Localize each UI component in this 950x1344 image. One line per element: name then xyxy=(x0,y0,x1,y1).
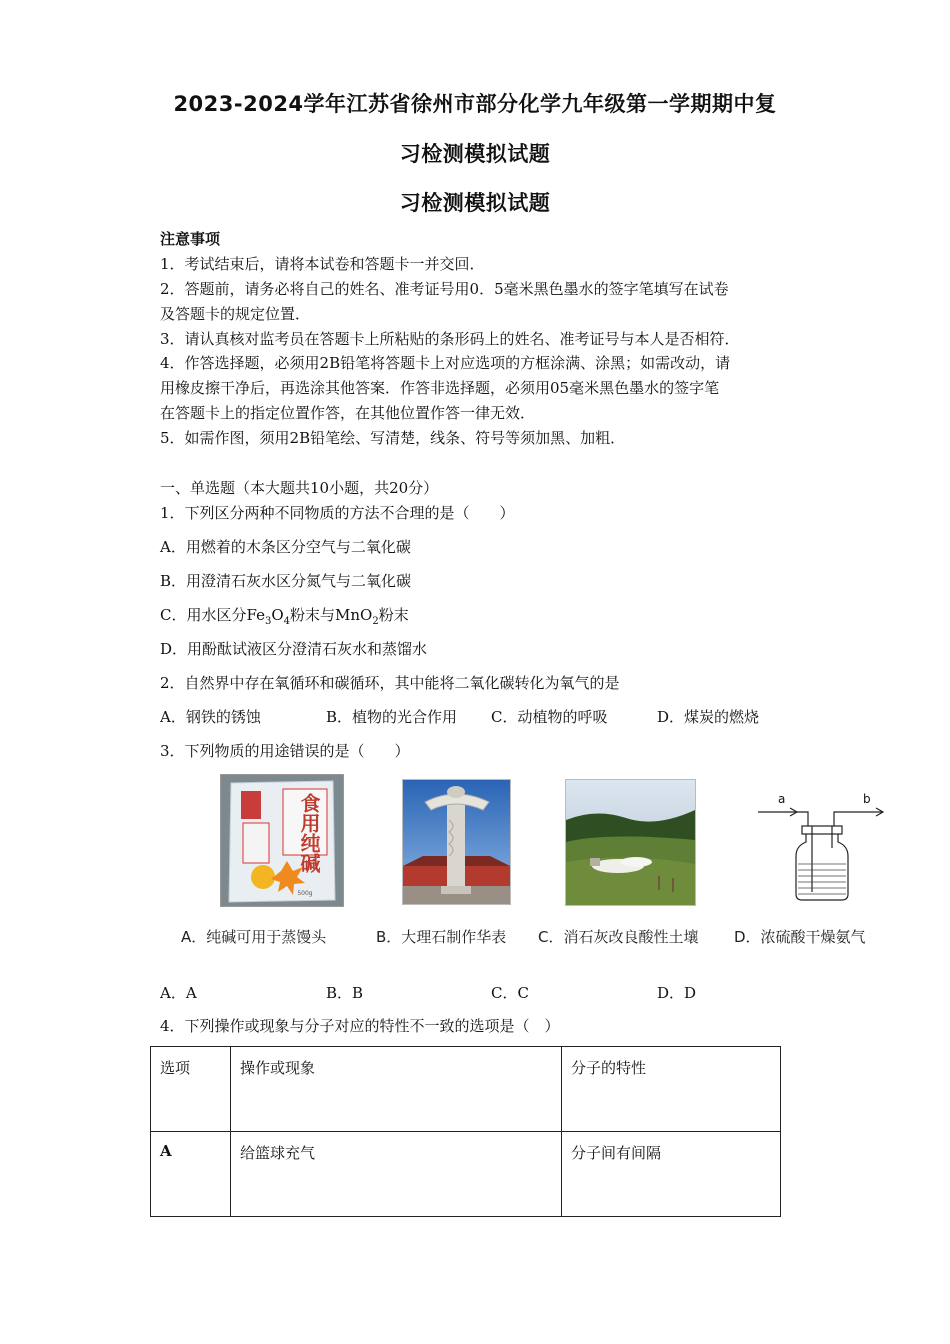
notice-line: 及答题卡的规定位置． xyxy=(160,305,311,323)
q3-option-d: D．D xyxy=(657,984,697,1002)
table-row xyxy=(151,1132,781,1217)
q2-option-a: A．钢铁的锈蚀 xyxy=(160,708,261,726)
q3-figure-gas-bottle xyxy=(756,790,886,908)
notice-line: 1．考试结束后，请将本试卷和答题卡一并交回． xyxy=(160,255,485,273)
notice-line: 2．答题前，请务必将自己的姓名、准考证号用0．5毫米黑色墨水的签字笔填写在试卷 xyxy=(160,280,729,298)
soda-bag-label: 食用纯碱 xyxy=(297,793,321,873)
q3-figure-field xyxy=(565,779,696,906)
exam-title-line-3: 习检测模拟试题 xyxy=(399,191,551,215)
q3-option-a: A．A xyxy=(160,984,197,1002)
exam-title-line-2: 习检测模拟试题 xyxy=(399,142,551,166)
section-heading: 一、单选题（本大题共10小题，共20分） xyxy=(160,479,439,497)
q3-figure-marble-column xyxy=(402,779,511,905)
q3-option-b: B．B xyxy=(326,984,364,1002)
table-cell: 给篮球充气 xyxy=(231,1132,562,1217)
q1-option-d: D．用酚酞试液区分澄清石灰水和蒸馏水 xyxy=(160,640,428,658)
q3-caption-c: C．消石灰改良酸性土壤 xyxy=(538,928,699,946)
table-cell: A xyxy=(151,1132,231,1217)
table-header-cell: 操作或现象 xyxy=(231,1047,562,1132)
svg-text:500g: 500g xyxy=(297,890,313,897)
table-header-row xyxy=(151,1047,781,1132)
notice-line: 4．作答选择题，必须用2B铅笔将答题卡上对应选项的方框涂满、涂黑；如需改动，请 xyxy=(160,354,731,372)
exam-title-line-1: 2023-2024学年江苏省徐州市部分化学九年级第一学期期中复 xyxy=(173,92,777,116)
arrow-label-b: b xyxy=(863,792,871,806)
gas-bottle-diagram xyxy=(756,790,886,908)
notice-line: 用橡皮擦干净后，再选涂其他答案．作答非选择题，必须用05毫米黑色墨水的签字笔 xyxy=(160,379,720,397)
table-cell: 分子间有间隔 xyxy=(562,1132,781,1217)
notice-line: 3．请认真核对监考员在答题卡上所粘贴的条形码上的姓名、准考证号与本人是否相符． xyxy=(160,330,740,348)
notice-heading: 注意事项 xyxy=(160,230,221,248)
table-header-cell: 分子的特性 xyxy=(562,1047,781,1132)
q2-option-d: D．煤炭的燃烧 xyxy=(657,708,760,726)
q3-caption-d: D．浓硫酸干燥氨气 xyxy=(734,928,866,946)
field-landscape-image xyxy=(566,780,695,905)
q1-option-a: A．用燃着的木条区分空气与二氧化碳 xyxy=(160,538,411,556)
q3-caption-a: A．纯碱可用于蒸馒头 xyxy=(181,928,327,946)
notice-line: 5．如需作图，须用2B铅笔绘、写清楚，线条、符号等须加黑、加粗． xyxy=(160,429,626,447)
q2-option-b: B．植物的光合作用 xyxy=(326,708,458,726)
q1-stem: 1．下列区分两种不同物质的方法不合理的是（ ） xyxy=(160,504,515,522)
q3-caption-b: B．大理石制作华表 xyxy=(376,928,507,946)
q1-option-b: B．用澄清石灰水区分氮气与二氧化碳 xyxy=(160,572,412,590)
q3-stem: 3．下列物质的用途错误的是（ ） xyxy=(160,742,410,760)
q4-stem: 4．下列操作或现象与分子对应的特性不一致的选项是（ ） xyxy=(160,1017,560,1035)
soda-bag-image xyxy=(221,775,343,906)
q2-option-c: C．动植物的呼吸 xyxy=(491,708,608,726)
notice-line: 在答题卡上的指定位置作答，在其他位置作答一律无效． xyxy=(160,404,536,422)
q4-table xyxy=(150,1046,781,1217)
q3-figure-soda-bag xyxy=(220,774,344,907)
q3-option-c: C．C xyxy=(491,984,529,1002)
q2-stem: 2．自然界中存在氧循环和碳循环，其中能将二氧化碳转化为氧气的是 xyxy=(160,674,620,692)
table-header-cell: 选项 xyxy=(151,1047,231,1132)
q1-option-c: C．用水区分$Fe_3O_4$粉末与MnO$_2$粉末 xyxy=(160,606,409,627)
marble-column-image xyxy=(403,780,510,904)
arrow-label-a: a xyxy=(778,792,786,806)
